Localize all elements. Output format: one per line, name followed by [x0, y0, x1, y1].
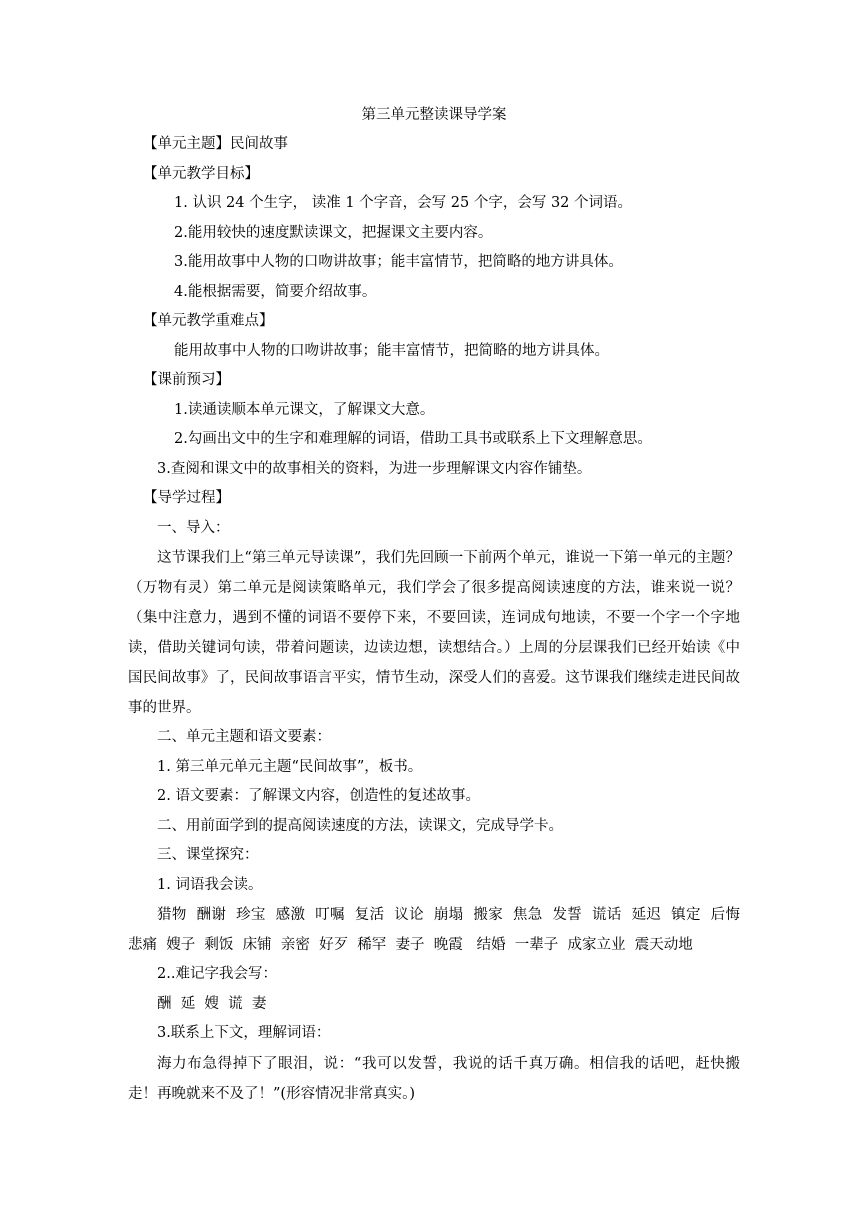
reading-heading: 二、用前面学到的提高阅读速度的方法，读课文，完成导学卡。 [157, 817, 563, 834]
intro-heading: 一、导入： [157, 519, 230, 536]
intro-paragraph: 这节课我们上“第三单元导读课”，我们先回顾一下前两个单元，谁说一下第一单元的主题？（万物有灵）第二单元是阅读策略单元，我们学会了很多提高阅读速度的方法，谁来说一说？（集中注意力，遇到不懂的词语不要停下来，不要回读，连词成句地读，不要一个字一个字地读，借助关键词句读，带着问题读，边读边想，读想结合。）上周的分层课我们已经开始读《中国民间故事》了，民间故事语言平实，情节生动，深受人们的喜爱。这节课我们继续走进民间故事的世界。 [128, 550, 740, 716]
explore-heading: 三、课堂探究： [157, 847, 259, 863]
goal-item: 2.能用较快的速度默读课文，把握课文主要内容。 [174, 224, 493, 241]
context-heading: 3.联系上下文，理解词语： [157, 1025, 331, 1041]
chars-list: 酬 延 嫂 谎 妻 [157, 995, 267, 1012]
document-content [128, 102, 750, 1109]
key-points-heading: 【单元教学重难点】 [143, 313, 274, 329]
goal-item: 1. 认识 24 个生字， 读准 1 个字音，会写 25 个字，会写 32 个词语。 [174, 195, 633, 211]
theme-heading: 二、单元主题和语文要素： [157, 729, 331, 745]
theme-item: 1. 第三单元单元主题“民间故事”，板书。 [157, 758, 423, 775]
goal-item: 4.能根据需要，简要介绍故事。 [174, 283, 377, 300]
key-points-text: 能用故事中人物的口吻讲故事；能丰富情节，把简略的地方讲具体。 [174, 342, 609, 359]
chars-heading: 2..难记字我会写： [157, 966, 277, 982]
words-heading: 1. 词语我会读。 [157, 876, 263, 893]
preview-item: 3.查阅和课文中的故事相关的资料，为进一步理解课文内容作铺垫。 [157, 460, 592, 477]
context-paragraph: 海力布急得掉下了眼泪，说：“我可以发誓，我说的话千真万确。相信我的话吧，赶快搬走！再晚就来不及了！”(形容情况非常真实。) [128, 1055, 740, 1102]
preview-heading: 【课前预习】 [143, 372, 230, 388]
goals-heading: 【单元教学目标】 [143, 165, 259, 182]
preview-item: 1.读通读顺本单元课文，了解课文大意。 [174, 401, 435, 418]
words-list: 猎物 酬谢 珍宝 感激 叮嘱 复活 议论 崩塌 搬家 焦急 发誓 谎话 延迟 镇定 后悔 悲痛 嫂子 剩饭 床铺 亲密 好歹 稀罕 妻子 晚霞 结婚 一辈子 成家立业 震天动地 [128, 907, 750, 953]
process-heading: 【导学过程】 [143, 490, 230, 506]
theme-item: 2. 语文要素：了解课文内容，创造性的复述故事。 [157, 788, 480, 804]
document-title: 第三单元整读课导学案 [361, 107, 507, 123]
goal-item: 3.能用故事中人物的口吻讲故事；能丰富情节，把简略的地方讲具体。 [174, 254, 623, 270]
unit-theme: 【单元主题】民间故事 [143, 136, 288, 152]
preview-item: 2.勾画出文中的生字和难理解的词语，借助工具书或联系上下文理解意思。 [174, 431, 652, 447]
